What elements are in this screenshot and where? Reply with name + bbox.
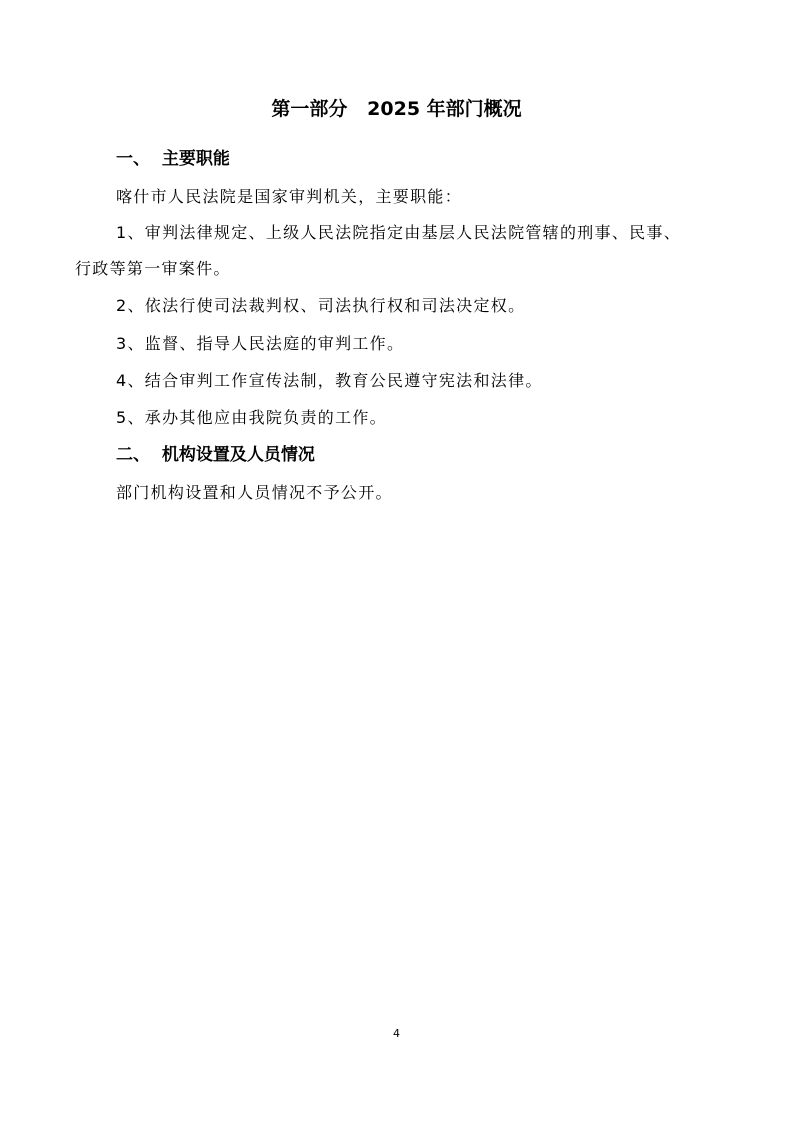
section-heading-main-functions: 一、 主要职能 — [116, 149, 230, 169]
paragraph-organization: 部门机构设置和人员情况不予公开。 — [116, 483, 393, 502]
page-number: 4 — [393, 1027, 400, 1040]
paragraph-item-5: 5、承办其他应由我院负责的工作。 — [116, 408, 387, 427]
section-heading-organization: 二、 机构设置及人员情况 — [116, 445, 315, 465]
page-title: 第一部分 2025 年部门概况 — [271, 98, 522, 120]
paragraph-item-2: 2、依法行使司法裁判权、司法执行权和司法决定权。 — [116, 296, 526, 315]
paragraph-item-4: 4、结合审判工作宣传法制，教育公民遵守宪法和法律。 — [116, 371, 543, 390]
paragraph-item-1: 1、审判法律规定、上级人民法院指定由基层人民法院管辖的刑事、民事、 — [116, 223, 682, 242]
paragraph-item-3: 3、监督、指导人民法庭的审判工作。 — [116, 334, 405, 353]
paragraph-item-1-continued: 行政等第一审案件。 — [75, 259, 231, 278]
paragraph-intro: 喀什市人民法院是国家审判机关，主要职能： — [116, 187, 463, 206]
